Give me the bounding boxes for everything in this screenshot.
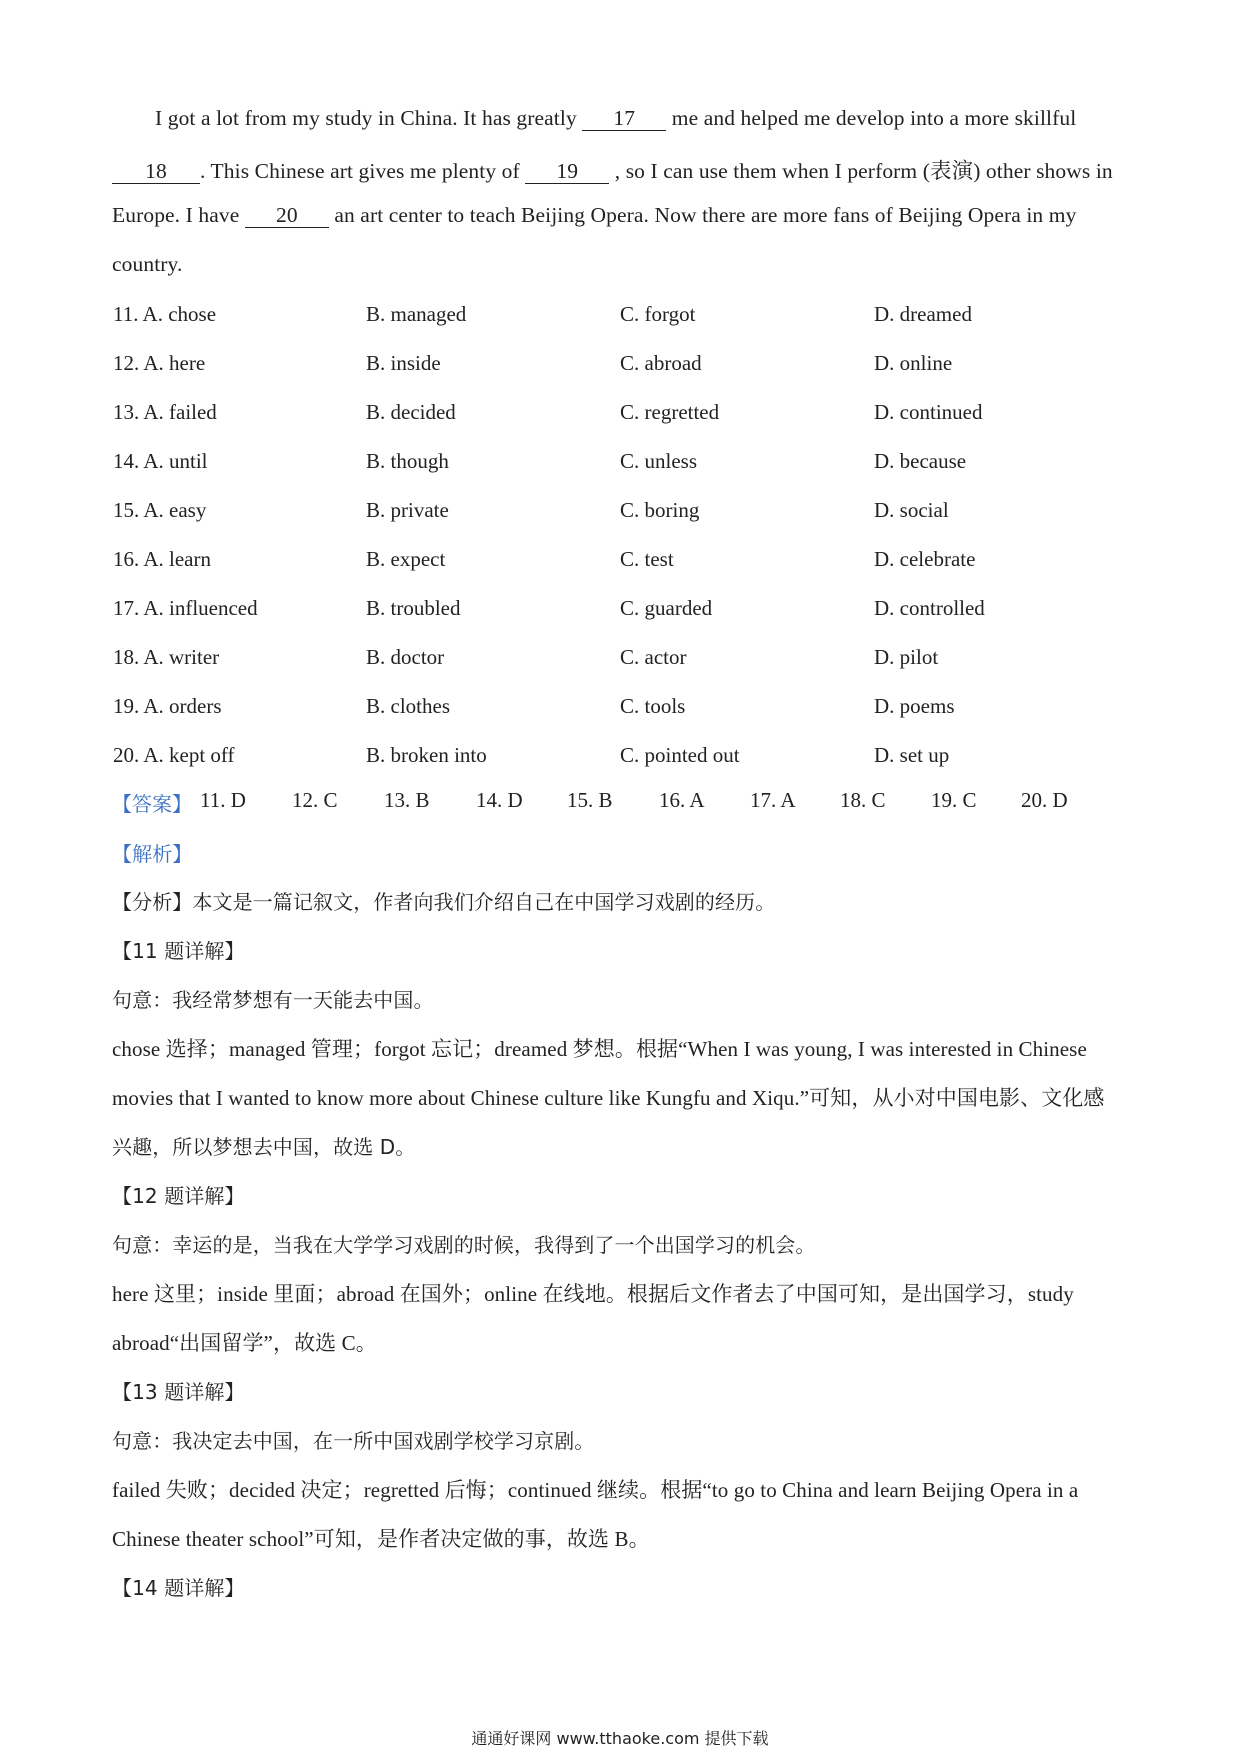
option-c: C. regretted (620, 400, 720, 424)
passage-text: , so I can use them when I perform (表演) other shows in (614, 159, 1113, 183)
passage-line-2 (112, 154, 1113, 185)
option-a: 13. A. failed (113, 400, 217, 424)
summary-text: 本文是一篇记叙文，作者向我们介绍自己在中国学习戏剧的经历。 (192, 890, 776, 914)
analysis-label: 【解析】 (112, 842, 193, 866)
option-b: B. inside (366, 351, 441, 375)
passage-text: me and helped me develop into a more skillful (671, 106, 1077, 130)
option-row-17 (0, 596, 1240, 626)
passage-line-3 (112, 203, 1076, 228)
q13-meaning: 句意：我决定去中国，在一所中国戏剧学校学习京剧。 (112, 1429, 595, 1453)
summary-label: 【分析】 (112, 890, 193, 914)
option-row-12 (0, 351, 1240, 381)
q12-title: 【12 题详解】 (112, 1184, 245, 1208)
passage-line-4: country. (112, 252, 183, 276)
option-c: C. actor (620, 645, 687, 669)
option-a: 16. A. learn (113, 547, 211, 571)
option-a: 18. A. writer (113, 645, 220, 669)
option-a: 11. A. chose (113, 302, 217, 326)
q14-title: 【14 题详解】 (112, 1576, 245, 1600)
option-d: D. pilot (874, 645, 939, 669)
q12-explanation-2: abroad“出国留学”，故选 C。 (112, 1331, 377, 1355)
option-a: 17. A. influenced (113, 596, 258, 620)
option-b: B. clothes (366, 694, 450, 718)
q13-title: 【13 题详解】 (112, 1380, 245, 1404)
option-row-19 (0, 694, 1240, 724)
blank-19: 19 (525, 160, 609, 184)
option-b: B. managed (366, 302, 467, 326)
answer-15: 15. B (567, 788, 613, 812)
option-b: B. though (366, 449, 449, 473)
option-a: 12. A. here (113, 351, 206, 375)
passage-text: . This Chinese art gives me plenty of (200, 159, 520, 183)
option-d: D. social (874, 498, 949, 522)
q11-explanation-3: 兴趣，所以梦想去中国，故选 D。 (112, 1135, 416, 1159)
blank-17: 17 (582, 107, 666, 131)
option-row-15 (0, 498, 1240, 528)
answer-19: 19. C (931, 788, 977, 812)
option-c: C. boring (620, 498, 700, 522)
option-b: B. decided (366, 400, 456, 424)
footer-watermark: 通通好课网 www.tthaoke.com 提供下载 (471, 1729, 769, 1748)
blank-20: 20 (245, 204, 329, 228)
passage-line-1 (155, 106, 1076, 131)
option-a: 20. A. kept off (113, 743, 235, 767)
option-c: C. guarded (620, 596, 713, 620)
answer-17: 17. A (750, 788, 796, 812)
option-c: C. test (620, 547, 674, 571)
option-c: C. abroad (620, 351, 702, 375)
option-b: B. troubled (366, 596, 461, 620)
option-a: 19. A. orders (113, 694, 222, 718)
option-a: 14. A. until (113, 449, 208, 473)
option-b: B. broken into (366, 743, 487, 767)
answer-11: 11. D (200, 788, 246, 812)
answer-label: 【答案】 (112, 792, 192, 816)
q12-meaning: 句意：幸运的是，当我在大学学习戏剧的时候，我得到了一个出国学习的机会。 (112, 1233, 816, 1257)
option-d: D. poems (874, 694, 955, 718)
option-c: C. tools (620, 694, 686, 718)
option-a: 15. A. easy (113, 498, 207, 522)
option-row-16 (0, 547, 1240, 577)
option-c: C. forgot (620, 302, 696, 326)
q12-explanation-1: here 这里；inside 里面；abroad 在国外；online 在线地。根据后文作者去了中国可知，是出国学习，study (112, 1282, 1074, 1306)
option-row-14 (0, 449, 1240, 479)
option-c: C. pointed out (620, 743, 740, 767)
option-d: D. dreamed (874, 302, 972, 326)
option-d: D. because (874, 449, 967, 473)
passage-text: Europe. I have (112, 203, 240, 227)
option-row-11 (0, 302, 1240, 332)
option-d: D. continued (874, 400, 983, 424)
answer-14: 14. D (476, 788, 523, 812)
q13-explanation-1: failed 失败；decided 决定；regretted 后悔；continued 继续。根据“to go to China and learn Beijing Opera in a (112, 1478, 1079, 1502)
option-row-20 (0, 743, 1240, 773)
option-d: D. celebrate (874, 547, 976, 571)
option-d: D. set up (874, 743, 950, 767)
summary-line (112, 886, 775, 915)
option-row-13 (0, 400, 1240, 430)
option-row-18 (0, 645, 1240, 675)
answer-20: 20. D (1021, 788, 1068, 812)
answer-13: 13. B (384, 788, 430, 812)
q13-explanation-2: Chinese theater school”可知，是作者决定做的事，故选 B。 (112, 1527, 650, 1551)
passage-text: I got a lot from my study in China. It has greatly (155, 106, 577, 130)
option-b: B. doctor (366, 645, 445, 669)
q11-meaning: 句意：我经常梦想有一天能去中国。 (112, 988, 434, 1012)
passage-text: an art center to teach Beijing Opera. Now there are more fans of Beijing Opera in my (334, 203, 1077, 227)
option-b: B. private (366, 498, 449, 522)
blank-18: 18 (112, 160, 200, 184)
answer-16: 16. A (659, 788, 705, 812)
option-d: D. controlled (874, 596, 985, 620)
q11-explanation-2: movies that I wanted to know more about Chinese culture like Kungfu and Xiqu.”可知，从小对中国电影、文化感 (112, 1086, 1105, 1110)
option-c: C. unless (620, 449, 698, 473)
answer-12: 12. C (292, 788, 338, 812)
answer-18: 18. C (840, 788, 886, 812)
option-b: B. expect (366, 547, 446, 571)
q11-title: 【11 题详解】 (112, 939, 245, 963)
q11-explanation-1: chose 选择；managed 管理；forgot 忘记；dreamed 梦想。根据“When I was young, I was interested in Chinese (112, 1037, 1087, 1061)
option-d: D. online (874, 351, 953, 375)
